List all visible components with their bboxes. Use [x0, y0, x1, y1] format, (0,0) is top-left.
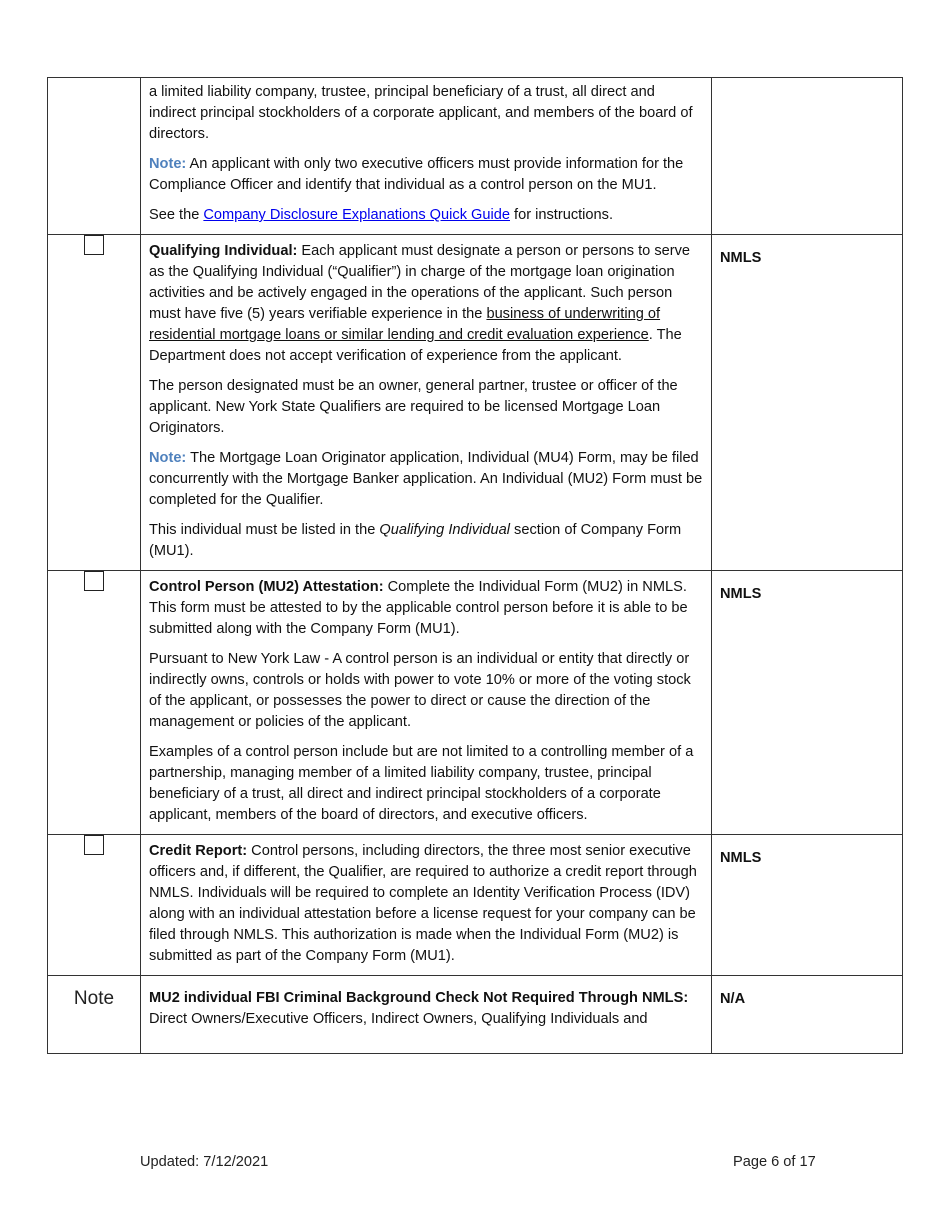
item-title: MU2 individual FBI Criminal Background Check Not Required Through NMLS:	[149, 990, 689, 1006]
check-cell	[48, 78, 141, 235]
item-text: Control persons, including directors, the three most senior executive officers and, if different, the Qualifier, are required to authorize a credit report through NMLS. Individuals will be required to complete an Identity Verification Process (IDV) along with an individual attestation before a license request for your company can be filed through NMLS. This authorization is made when the Individual Form (MU2) is submitted as part of the Company Form (MU1).	[149, 843, 697, 964]
check-cell	[48, 571, 141, 835]
footer-page-number: Page 6 of 17	[733, 1154, 816, 1170]
paragraph	[149, 577, 703, 640]
note-label: Note:	[149, 156, 187, 172]
underlined-text: business of underwriting of residential mortgage loans or similar lending and credit evaluation experience	[149, 306, 661, 343]
quick-guide-link[interactable]: Company Disclosure Explanations Quick Guide	[203, 207, 510, 223]
source-cell: NMLS	[712, 835, 903, 976]
checkbox[interactable]	[84, 835, 104, 855]
text: section of Company Form (MU1).	[149, 522, 682, 559]
note-text: An applicant with only two executive officers must provide information for the Compliance Officer and identify that individual as a control person on the MU1.	[149, 156, 684, 193]
note-label: Note:	[149, 450, 187, 466]
italic-text: Qualifying Individual	[379, 522, 510, 538]
paragraph	[149, 241, 703, 367]
requirement-cell	[141, 78, 712, 235]
note-paragraph	[149, 154, 703, 196]
paragraph	[149, 841, 703, 967]
footer-updated: Updated: 7/12/2021	[140, 1154, 269, 1170]
source-cell	[712, 78, 903, 235]
item-title: Credit Report:	[149, 843, 248, 859]
paragraph: The person designated must be an owner, general partner, trustee or officer of the applicant. New York State Qualifiers are required to be licensed Mortgage Loan Originators.	[149, 378, 678, 436]
note-paragraph	[149, 448, 703, 511]
item-text: Complete the Individual Form (MU2) in NMLS. This form must be attested to by the applicable control person before it is able to be submitted along with the Company Form (MU1).	[149, 579, 688, 637]
source-cell: NMLS	[712, 235, 903, 571]
paragraph: a limited liability company, trustee, principal beneficiary of a trust, all direct and indirect principal stockholders of a corporate applicant, and members of the board of directors.	[149, 84, 693, 142]
source-cell: NMLS	[712, 571, 903, 835]
requirement-cell	[141, 976, 712, 1054]
requirement-cell	[141, 835, 712, 976]
source-cell: N/A	[712, 976, 903, 1054]
table-row	[48, 78, 903, 235]
item-title: Qualifying Individual:	[149, 243, 298, 259]
item-text: Direct Owners/Executive Officers, Indirect Owners, Qualifying Individuals and	[149, 1011, 648, 1027]
item-title: Control Person (MU2) Attestation:	[149, 579, 384, 595]
paragraph: Pursuant to New York Law - A control person is an individual or entity that directly or indirectly owns, controls or holds with power to vote 10% or more of the voting stock of the applicant, or possesses the power to direct or cause the direction of the management or policies of the applicant.	[149, 651, 691, 730]
check-cell	[48, 976, 141, 1054]
requirement-cell	[141, 235, 712, 571]
requirements-table	[47, 77, 903, 1054]
paragraph: Examples of a control person include but are not limited to a controlling member of a partnership, managing member of a limited liability company, trustee, principal beneficiary of a trust, all direct and indirect principal stockholders of a corporate applicant, members of the board of directors, and executive officers.	[149, 744, 694, 823]
paragraph	[149, 520, 703, 562]
table-row	[48, 976, 903, 1054]
table-row	[48, 571, 903, 835]
note-text: The Mortgage Loan Originator application, Individual (MU4) Form, may be filed concurrently with the Mortgage Banker application. An Individual (MU2) Form must be completed for the Qualifier.	[149, 450, 703, 508]
table-row	[48, 835, 903, 976]
requirement-cell	[141, 571, 712, 835]
item-text-suffix: . The Department does not accept verification of experience from the applicant.	[149, 327, 682, 364]
check-cell	[48, 835, 141, 976]
item-text: Each applicant must designate a person or persons to serve as the Qualifying Individual (“Qualifier”) in charge of the mortgage loan origination activities and be actively engaged in the operations of the applicant. Such person must have five (5) years verifiable experience in the	[149, 243, 691, 322]
table-row	[48, 235, 903, 571]
text: This individual must be listed in the	[149, 522, 380, 538]
check-cell	[48, 235, 141, 571]
checkbox[interactable]	[84, 235, 104, 255]
see-prefix: See the	[149, 207, 204, 223]
see-suffix: for instructions.	[510, 207, 614, 223]
see-paragraph	[149, 205, 703, 226]
row-note-label: Note	[73, 988, 115, 1009]
checkbox[interactable]	[84, 571, 104, 591]
